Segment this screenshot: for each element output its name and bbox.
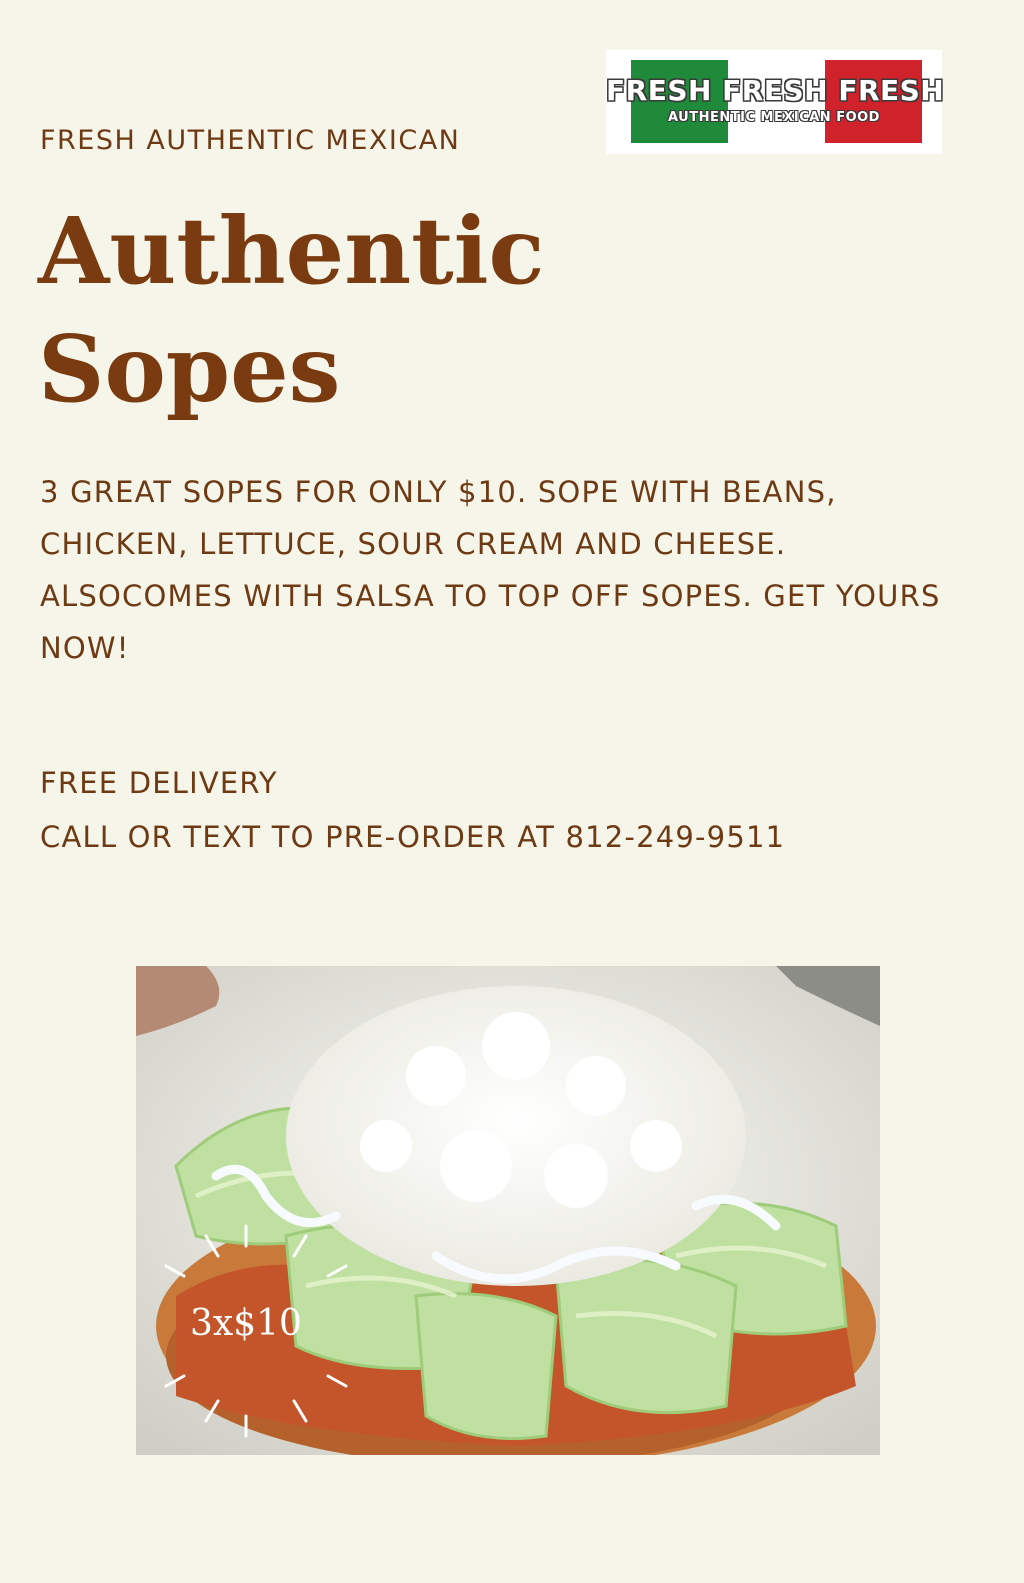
- preorder-contact-text: CALL OR TEXT TO PRE-ORDER AT 812-249-9511: [40, 820, 786, 854]
- tagline: FRESH AUTHENTIC MEXICAN: [40, 125, 461, 156]
- sopes-photo-illustration: [136, 966, 880, 1455]
- title-line-2: Sopes: [38, 315, 341, 423]
- price-badge: 3x$10: [190, 1303, 302, 1344]
- logo-subtitle: AUTHENTIC MEXICAN FOOD: [668, 110, 880, 125]
- page-title: [38, 192, 545, 428]
- brand-logo: [606, 50, 945, 154]
- title-line-1: Authentic: [38, 197, 545, 305]
- logo-brand-text: FRESH FRESH FRESH: [606, 74, 945, 107]
- free-delivery-text: FREE DELIVERY: [40, 766, 278, 800]
- delivery-info: [40, 756, 1000, 864]
- sopes-photo: [136, 966, 880, 1455]
- offer-description: 3 GREAT SOPES FOR ONLY $10. SOPE WITH BEANS, CHICKEN, LETTUCE, SOUR CREAM AND CHEESE. ALSOCOMES WITH SALSA TO TOP OFF SOPES. GET YOURS NOW!: [40, 475, 941, 665]
